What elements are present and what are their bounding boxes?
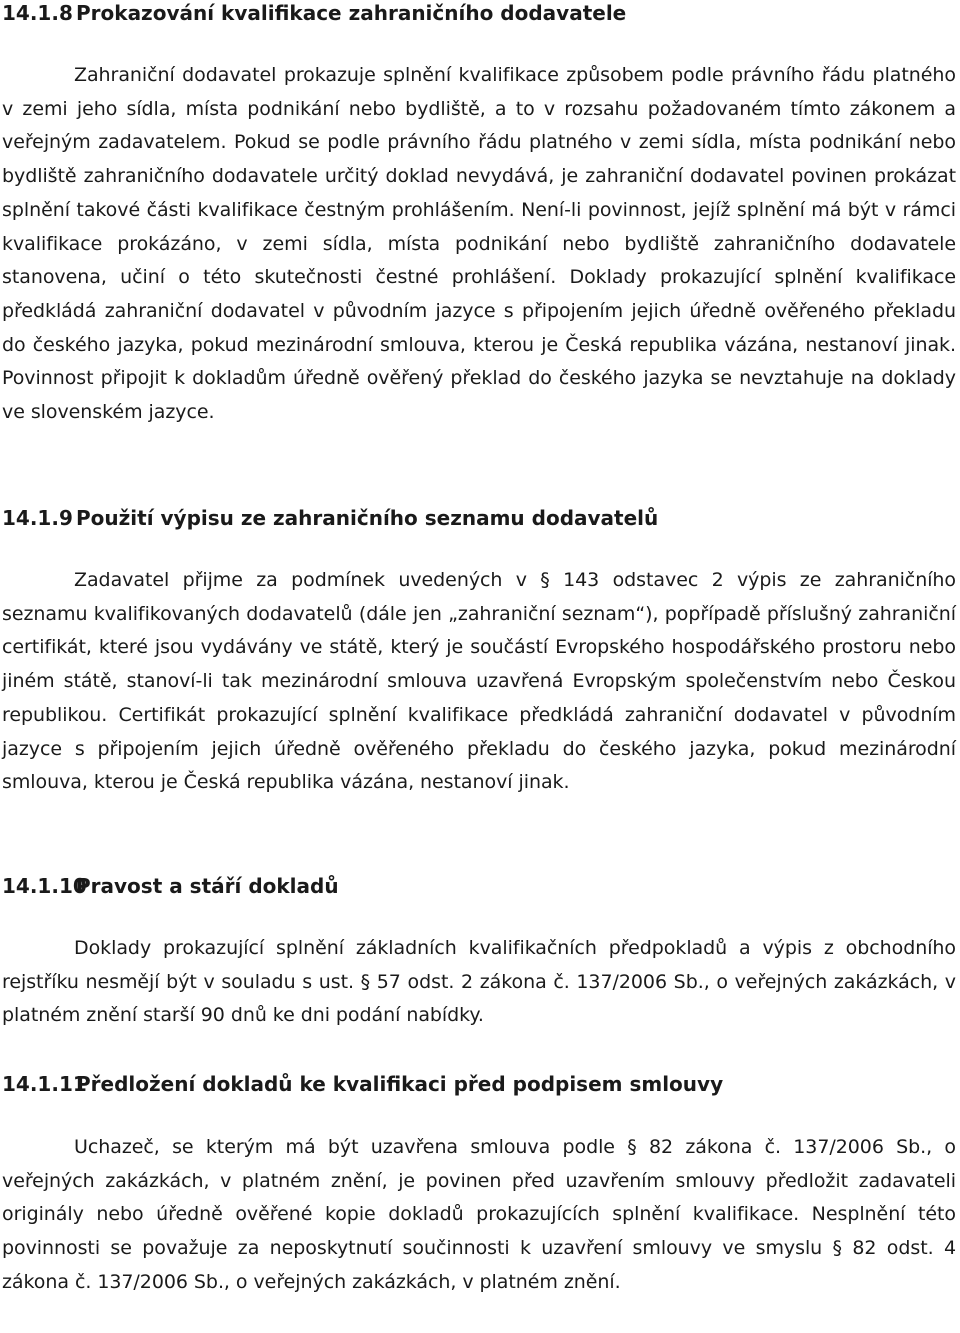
section-title: Předložení dokladů ke kvalifikaci před podpisem smlouvy <box>76 1072 724 1096</box>
section-paragraph: Uchazeč, se kterým má být uzavřena smlouva podle § 82 zákona č. 137/2006 Sb., o veřejných zakázkách, v platném znění, je povinen před uzavřením smlouvy předložit zadavateli originály nebo úředně ověřené kopie dokladů prokazujících splnění kvalifikace. Nesplnění této povinnosti se považuje za neposkytnutí součinnosti k uzavření smlouvy ve smyslu § 82 odst. 4 zákona č. 137/2006 Sb., o veřejných zakázkách, v platném znění. <box>2 1136 956 1293</box>
section-heading-14-1-9 <box>2 505 658 531</box>
section-paragraph: Zadavatel přijme za podmínek uvedených v § 143 odstavec 2 výpis ze zahraničního seznamu kvalifikovaných dodavatelů (dále jen „zahraniční seznam“), popřípadě příslušný zahraniční certifikát, které jsou vydávány ve státě, který je součástí Evropského hospodářského prostoru nebo jiném státě, stanoví-li tak mezinárodní smlouva uzavřená Evropským společenstvím nebo Českou republikou. Certifikát prokazující splnění kvalifikace předkládá zahraniční dodavatel v původním jazyce s připojením jejich úředně ověřeného překladu do českého jazyka, pokud mezinárodní smlouva, kterou je Česká republika vázána, nestanoví jinak. <box>2 569 956 794</box>
section-title: Pravost a stáří dokladů <box>76 874 339 898</box>
section-number: 14.1.8 <box>2 1 73 25</box>
section-number: 14.1.10 <box>2 874 87 898</box>
section-title: Použití výpisu ze zahraničního seznamu dodavatelů <box>76 506 659 530</box>
section-heading-14-1-8 <box>2 0 626 26</box>
section-number: 14.1.11 <box>2 1072 87 1096</box>
section-number: 14.1.9 <box>2 506 73 530</box>
section-title: Prokazování kvalifikace zahraničního dodavatele <box>76 1 627 25</box>
section-heading-14-1-10 <box>2 873 339 899</box>
section-paragraph: Zahraniční dodavatel prokazuje splnění kvalifikace způsobem podle právního řádu platného v zemi jeho sídla, místa podnikání nebo bydliště, a to v rozsahu požadovaném tímto zákonem a veřejným zadavatelem. Pokud se podle právního řádu platného v zemi sídla, místa podnikání nebo bydliště zahraničního dodavatele určitý doklad nevydává, je zahraniční dodavatel povinen prokázat splnění takové části kvalifikace čestným prohlášením. Není-li povinnost, jejíž splnění má být v rámci kvalifikace prokázáno, v zemi sídla, místa podnikání nebo bydliště zahraničního dodavatele stanovena, učiní o této skutečnosti čestné prohlášení. Doklady prokazující splnění kvalifikace předkládá zahraniční dodavatel v původním jazyce s připojením jejich úředně ověřeného překladu do českého jazyka, pokud mezinárodní smlouva, kterou je Česká republika vázána, nestanoví jinak. Povinnost připojit k dokladům úředně ověřený překlad do českého jazyka se nevztahuje na doklady ve slovenském jazyce. <box>2 64 956 424</box>
section-heading-14-1-11 <box>2 1071 723 1097</box>
section-paragraph: Doklady prokazující splnění základních kvalifikačních předpokladů a výpis z obchodního rejstříku nesmějí být v souladu s ust. § 57 odst. 2 zákona č. 137/2006 Sb., o veřejných zakázkách, v platném znění starší 90 dnů ke dni podání nabídky. <box>2 937 956 1027</box>
